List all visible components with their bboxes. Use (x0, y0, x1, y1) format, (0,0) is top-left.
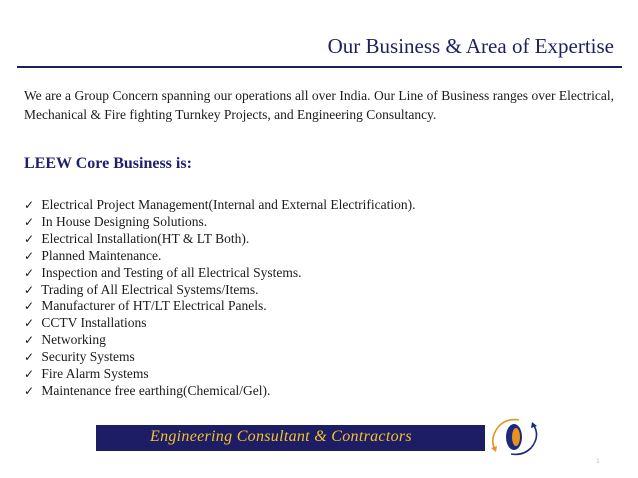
list-item-label: Planned Maintenance. (41, 247, 162, 263)
list-item-label: Security Systems (41, 349, 135, 365)
list-item (24, 282, 415, 299)
check-icon: ✓ (24, 198, 35, 212)
check-icon: ✓ (24, 316, 35, 331)
slide-title: Our Business & Area of Expertise (327, 34, 614, 58)
list-item (24, 298, 415, 315)
list-item (24, 231, 415, 248)
check-icon: ✓ (24, 333, 35, 348)
check-icon: ✓ (24, 282, 35, 297)
list-item (24, 349, 415, 366)
list-item-label: Networking (41, 332, 106, 348)
list-item-label: Electrical Project Management(Internal and External Electrification). (41, 197, 416, 212)
list-item (24, 315, 415, 332)
list-item-label: Manufacturer of HT/LT Electrical Panels. (41, 298, 267, 314)
list-item (24, 332, 415, 349)
service-list (24, 197, 415, 400)
check-icon: ✓ (24, 231, 35, 246)
list-item (24, 265, 415, 282)
footer-tagline: Engineering Consultant & Contractors (150, 428, 412, 445)
core-business-heading: LEEW Core Business is: (24, 155, 192, 172)
title-divider (17, 66, 622, 68)
check-icon: ✓ (24, 299, 35, 314)
list-item (24, 366, 415, 383)
check-icon: ✓ (24, 265, 35, 280)
orbit-logo-graphic (485, 416, 543, 458)
list-item (24, 197, 415, 214)
list-item-label: In House Designing Solutions. (41, 213, 208, 229)
list-item-label: Inspection and Testing of all Electrical Systems. (41, 264, 302, 280)
list-item-label: CCTV Installations (41, 315, 147, 331)
list-item (24, 383, 415, 400)
check-icon: ✓ (24, 367, 35, 382)
check-icon: ✓ (24, 214, 35, 229)
check-icon: ✓ (24, 350, 35, 365)
list-item-label: Trading of All Electrical Systems/Items. (41, 281, 259, 297)
list-item (24, 214, 415, 231)
list-item-label: Electrical Installation(HT & LT Both). (41, 230, 250, 246)
check-icon: ✓ (24, 248, 35, 263)
check-icon: ✓ (24, 383, 35, 398)
page-mark: 1 (596, 458, 600, 465)
logo-core-highlight-icon (512, 428, 520, 446)
intro-paragraph: We are a Group Concern spanning our operations all over India. Our Line of Business ranges over Electrical, Mechanical & Fire fighting Turnkey Projects, and Engineering Consultancy. (24, 88, 614, 122)
orbit-logo-icon (485, 416, 543, 458)
list-item-label: Fire Alarm Systems (41, 366, 149, 382)
list-item (24, 248, 415, 265)
list-item-label: Maintenance free earthing(Chemical/Gel). (41, 382, 271, 398)
